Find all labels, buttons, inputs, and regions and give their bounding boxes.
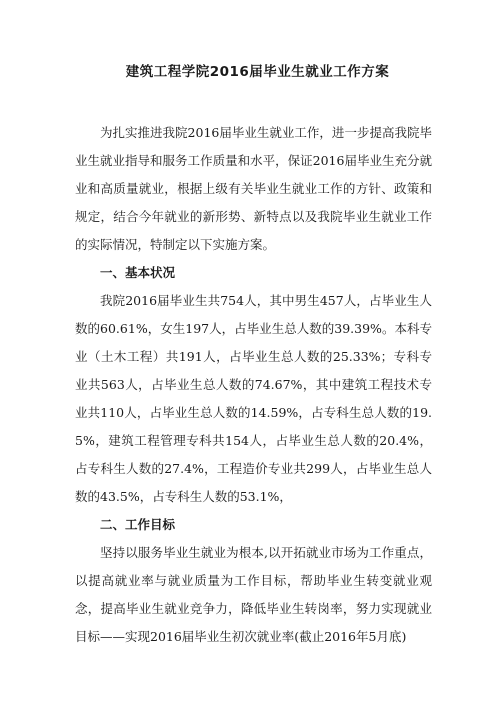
section-heading-basic-status: 一、基本状况: [100, 265, 176, 280]
document-title: 建筑工程学院2016届毕业生就业工作方案: [125, 64, 390, 80]
intro-paragraph: 为扎实推进我院2016届毕业生就业工作，进一步提高我院毕业生就业指导和服务工作质量和水平，保证2016届毕业生充分就业和高质量就业，根据上级有关毕业生就业工作的方针、政策和规定，结合今年就业的新形势、新特点以及我院毕业生就业工作的实际情况，特制定以下实施方案。: [75, 125, 432, 252]
section-body-basic-status: 我院2016届毕业生共754人，其中男生457人，占毕业生人数的60.61%，女生197人，占毕业生总人数的39.39%。本科专业（土木工程）共191人，占毕业生总人数的25.33%；专科专业共563人，占毕业生总人数的74.67%，其中建筑工程技术专业共110人，占毕业生总人数的14.59%，占专科生总人数的19.5%，建筑工程管理专科共154人，占毕业生总人数的20.4%，占专科生人数的27.4%，工程造价专业共299人，占毕业生总人数的43.5%，占专科生人数的53.1%，: [75, 293, 432, 504]
section-heading-work-goals: 二、工作目标: [100, 517, 176, 532]
section-body-work-goals: 坚持以服务毕业生就业为根本,以开拓就业市场为工作重点，以提高就业率与就业质量为工作目标，帮助毕业生转变就业观念，提高毕业生就业竞争力，降低毕业生转岗率，努力实现就业目标——实现2016届毕业生初次就业率(截止2016年5月底): [75, 545, 432, 644]
